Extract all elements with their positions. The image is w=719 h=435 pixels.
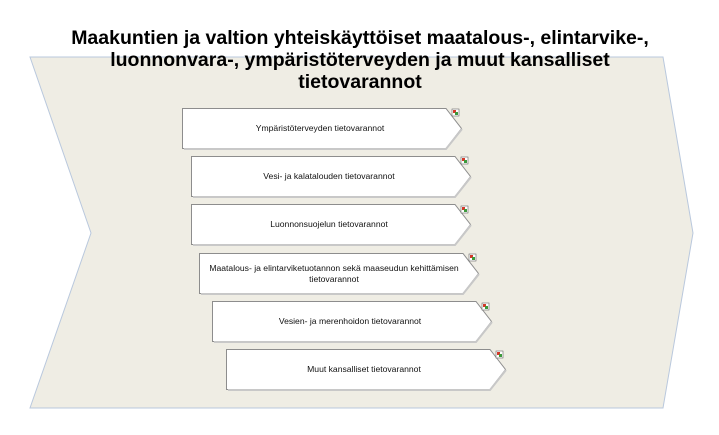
chevron-box-agriculture-food-rural[interactable] [199,253,479,294]
chevron-box-label: Vesi- ja kalatalouden tietovarannot [263,171,395,181]
chevron-box-water-fishery[interactable] [191,156,471,197]
linked-object-icon[interactable] [482,303,489,310]
chevron-box-nature-conservation[interactable] [191,204,471,245]
chevron-box-other-national[interactable] [226,349,506,390]
chevron-box-label: Vesien- ja merenhoidon tietovarannot [278,316,422,326]
linked-object-icon[interactable] [461,206,468,213]
chevron-box-label: Luonnonsuojelun tietovarannot [270,219,388,229]
linked-object-icon[interactable] [461,157,468,164]
linked-object-icon[interactable] [469,254,476,261]
diagram-title: Maakuntien ja valtion yhteiskäyttöiset maatalous-, elintarvike-, luonnonvara-, ympäristöterveyden ja muut kansalliset tietovarannot [71,27,649,93]
linked-object-icon[interactable] [452,109,459,116]
chevron-box-label: Ympäristöterveyden tietovarannot [255,123,385,133]
chevron-box-water-marine-management[interactable] [212,301,492,342]
chevron-box-label: Muut kansalliset tietovarannot [307,364,421,374]
chevron-box-label: Maatalous- ja elintarviketuotannon sekä maaseudun kehittämisen tietovarannot [209,262,459,284]
chevron-box-environmental-health[interactable] [182,108,462,149]
linked-object-icon[interactable] [496,351,503,358]
